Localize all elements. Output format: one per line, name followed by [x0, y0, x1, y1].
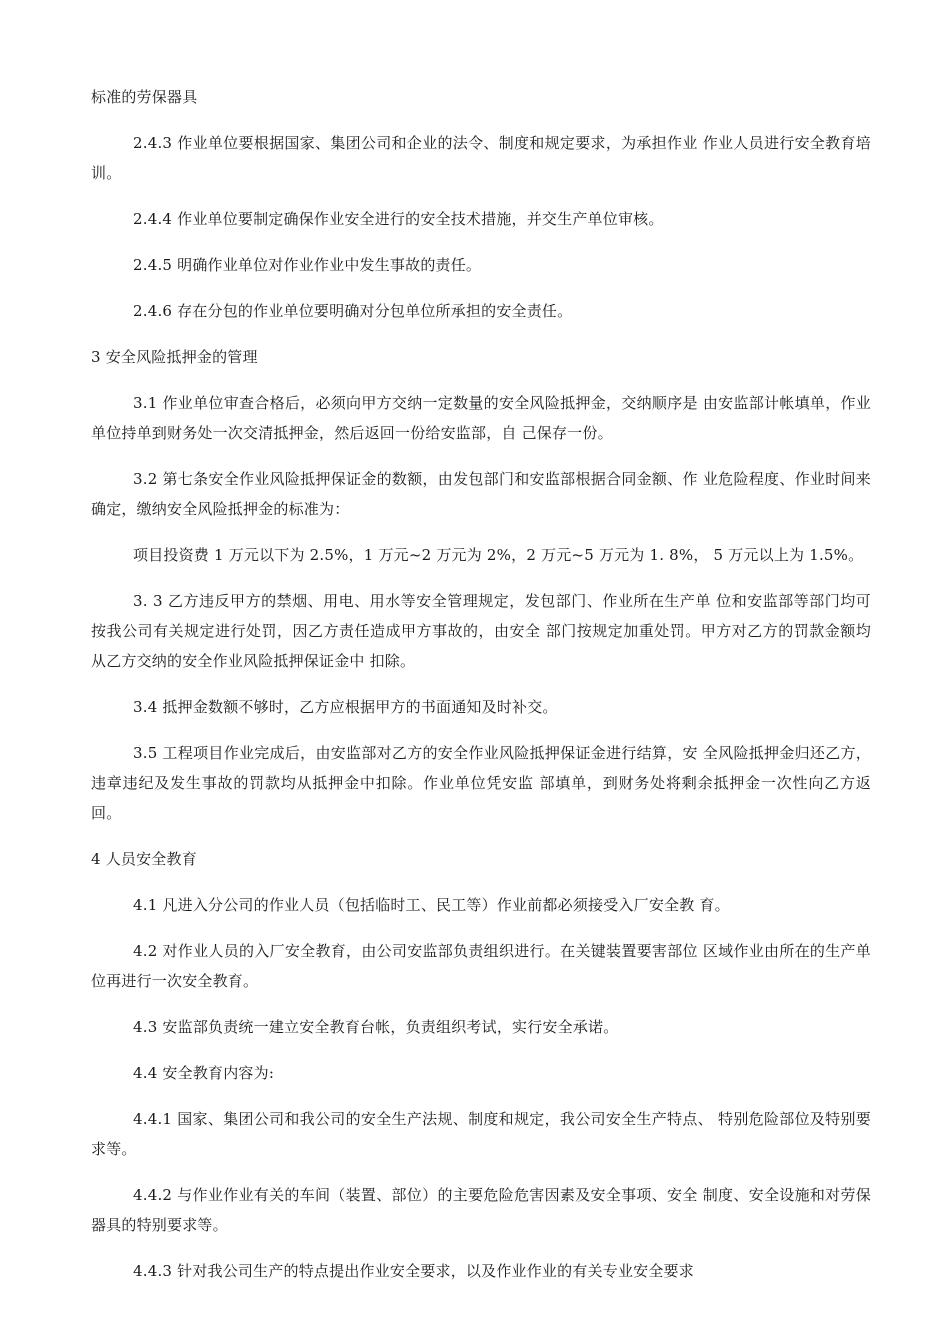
paragraph: 3.5 工程项目作业完成后，由安监部对乙方的安全作业风险抵押保证金进行结算，安 全风险抵押金归还乙方，违章违纪及发生事故的罚款均从抵押金中扣除。作业单位凭安监 部填单，到财务处将剩余抵押金一次性向乙方返回。 [91, 744, 871, 822]
paragraph: 2.4.3 作业单位要根据国家、集团公司和企业的法令、制度和规定要求，为承担作业 作业人员进行安全教育培训。 [91, 134, 871, 182]
document-body [91, 82, 871, 1302]
paragraph: 2.4.6 存在分包的作业单位要明确对分包单位所承担的安全责任。 [133, 302, 573, 320]
paragraph: 标准的劳保器具 [91, 88, 198, 106]
paragraph: 3.2 第七条安全作业风险抵押保证金的数额，由发包部门和安监部根据合同金额、作 业危险程度、作业时间来确定，缴纳安全风险抵押金的标准为： [91, 470, 871, 518]
paragraph: 3.1 作业单位审查合格后，必须向甲方交纳一定数量的安全风险抵押金，交纳顺序是 由安监部计帐填单，作业单位持单到财务处一次交清抵押金，然后返回一份给安监部，自 己保存一份。 [91, 394, 871, 442]
paragraph: 3. 3 乙方违反甲方的禁烟、用电、用水等安全管理规定，发包部门、作业所在生产单 位和安监部等部门均可按我公司有关规定进行处罚，因乙方责任造成甲方事故的，由安全 部门按规定加重处罚。甲方对乙方的罚款金额均从乙方交纳的安全作业风险抵押保证金中 扣除。 [91, 592, 871, 670]
paragraph: 4.4.1 国家、集团公司和我公司的安全生产法规、制度和规定，我公司安全生产特点、 特别危险部位及特别要求等。 [91, 1110, 871, 1158]
paragraph: 4.2 对作业人员的入厂安全教育，由公司安监部负责组织进行。在关键装置要害部位 区域作业由所在的生产单位再进行一次安全教育。 [91, 942, 871, 990]
paragraph: 4.4 安全教育内容为: [133, 1064, 275, 1082]
paragraph: 4.4.3 针对我公司生产的特点提出作业安全要求，以及作业作业的有关专业安全要求 [133, 1262, 694, 1280]
section-heading: 4 人员安全教育 [91, 850, 197, 868]
paragraph: 项目投资费 1 万元以下为 2.5%，1 万元~2 万元为 2%，2 万元~5 万元为 1. 8%， 5 万元以上为 1.5%。 [133, 546, 864, 564]
paragraph: 2.4.5 明确作业单位对作业作业中发生事故的责任。 [133, 256, 482, 274]
section-heading: 3 安全风险抵押金的管理 [91, 348, 258, 366]
paragraph: 3.4 抵押金数额不够时，乙方应根据甲方的书面通知及时补交。 [133, 698, 558, 716]
paragraph: 4.1 凡进入分公司的作业人员（包括临时工、民工等）作业前都必须接受入厂安全教 育。 [133, 896, 730, 914]
paragraph: 4.4.2 与作业作业有关的车间（装置、部位）的主要危险危害因素及安全事项、安全 制度、安全设施和对劳保器具的特别要求等。 [91, 1186, 871, 1234]
paragraph: 2.4.4 作业单位要制定确保作业安全进行的安全技术措施，并交生产单位审核。 [133, 210, 664, 228]
paragraph: 4.3 安监部负责统一建立安全教育台帐，负责组织考试，实行安全承诺。 [133, 1018, 619, 1036]
